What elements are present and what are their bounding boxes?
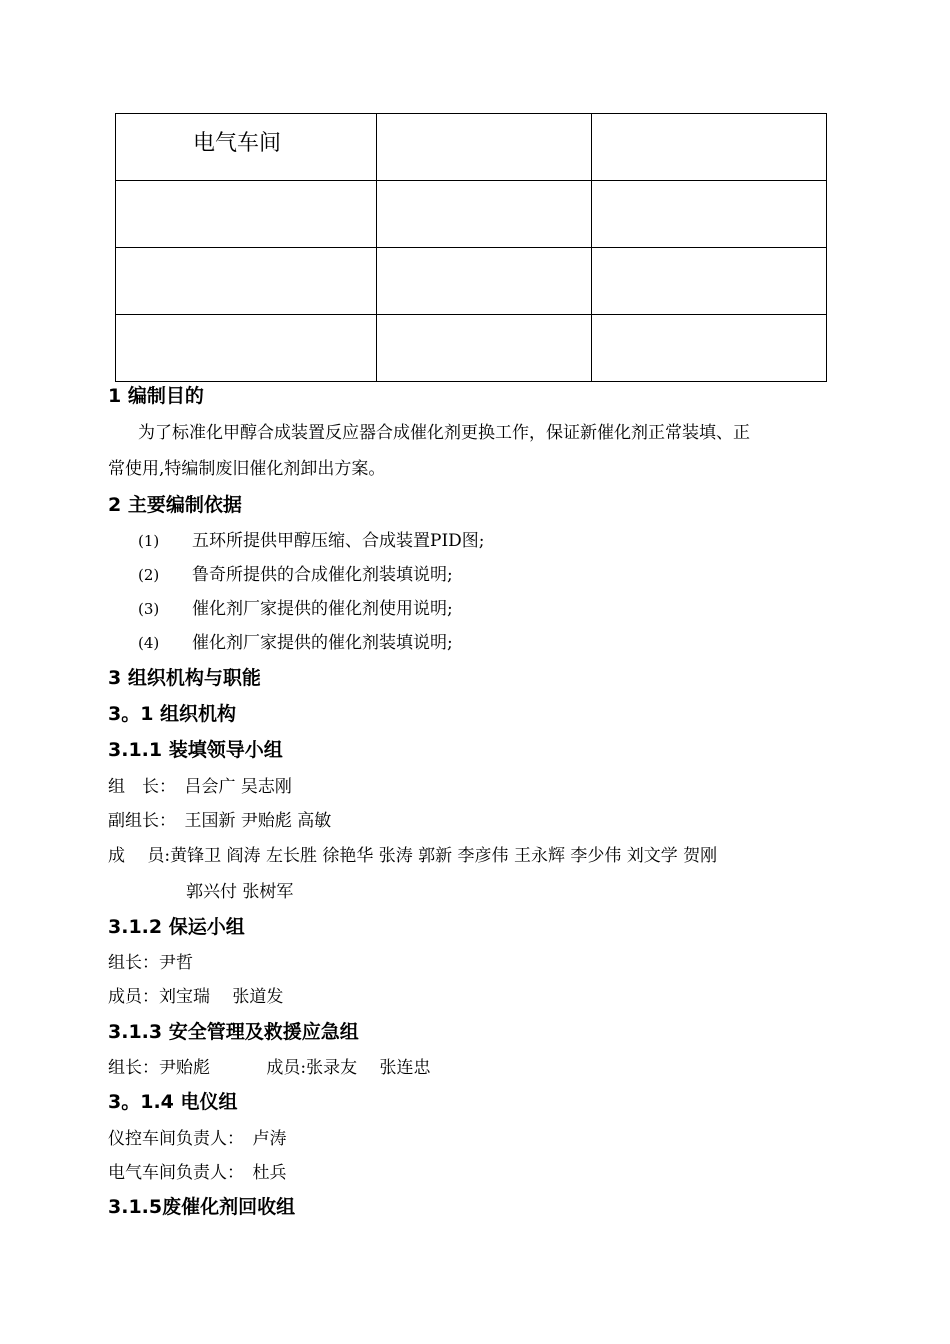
reference-text: 五环所提供甲醇压缩、合成装置PID图; (192, 531, 485, 551)
table-cell (116, 114, 377, 181)
leader-line: 组长：尹哲 (108, 953, 193, 973)
reference-text: 催化剂厂家提供的催化剂使用说明; (192, 599, 453, 619)
subsection-heading: 3.1.1 装填领导小组 (108, 739, 283, 761)
subsection-heading: 3。1 组织机构 (108, 703, 237, 725)
reference-item (138, 597, 453, 621)
reference-text: 鲁奇所提供的合成催化剂装填说明; (192, 565, 453, 585)
subsection-heading: 3.1.2 保运小组 (108, 916, 245, 938)
section-heading: 3 组织机构与职能 (108, 667, 261, 689)
subsection-heading: 3.1.3 安全管理及救援应急组 (108, 1021, 359, 1043)
table-cell (592, 181, 827, 248)
table-cell (116, 248, 377, 315)
signature-table (115, 113, 827, 382)
table-cell (592, 248, 827, 315)
reference-text: 催化剂厂家提供的催化剂装填说明; (192, 633, 453, 653)
reference-item (138, 631, 453, 655)
reference-number: (4) (138, 634, 160, 652)
deputy-line: 副组长： 王国新 尹贻彪 高敏 (108, 811, 332, 831)
members-line: 成员：刘宝瑞 张道发 (108, 987, 284, 1007)
reference-number: (3) (138, 600, 160, 618)
paragraph-line: 为了标准化甲醇合成装置反应器合成催化剂更换工作，保证新催化剂正常装填、正 (138, 423, 750, 443)
reference-number: (1) (138, 532, 160, 550)
table-cell (377, 315, 592, 382)
reference-item (138, 529, 485, 553)
members-line: 成 员:黄锋卫 阎涛 左长胜 徐艳华 张涛 郭新 李彦伟 王永辉 李少伟 刘文学 贺刚 (108, 846, 718, 866)
responsible-line: 电气车间负责人： 杜兵 (108, 1163, 287, 1183)
leader-line: 组 长： 吕会广 吴志刚 (108, 777, 292, 797)
table-row (116, 248, 827, 315)
table-row (116, 114, 827, 181)
section-heading: 1 编制目的 (108, 385, 204, 407)
table-cell (116, 181, 377, 248)
table-row (116, 315, 827, 382)
table-row (116, 181, 827, 248)
reference-number: (2) (138, 566, 160, 584)
responsible-line: 仪控车间负责人： 卢涛 (108, 1129, 287, 1149)
reference-item (138, 563, 453, 587)
table-cell (377, 181, 592, 248)
leader-members-line: 组长：尹贻彪 成员:张录友 张连忠 (108, 1058, 431, 1078)
subsection-heading: 3。1.4 电仪组 (108, 1091, 238, 1113)
table-cell (377, 248, 592, 315)
subsection-heading: 3.1.5废催化剂回收组 (108, 1196, 296, 1218)
table-cell (377, 114, 592, 181)
table-cell (592, 114, 827, 181)
table-cell (592, 315, 827, 382)
cell-label: 电气车间 (193, 131, 282, 156)
table-cell (116, 315, 377, 382)
section-heading: 2 主要编制依据 (108, 494, 242, 516)
paragraph-line: 常使用,特编制废旧催化剂卸出方案。 (108, 459, 386, 479)
members-line: 郭兴付 张树军 (186, 882, 294, 902)
